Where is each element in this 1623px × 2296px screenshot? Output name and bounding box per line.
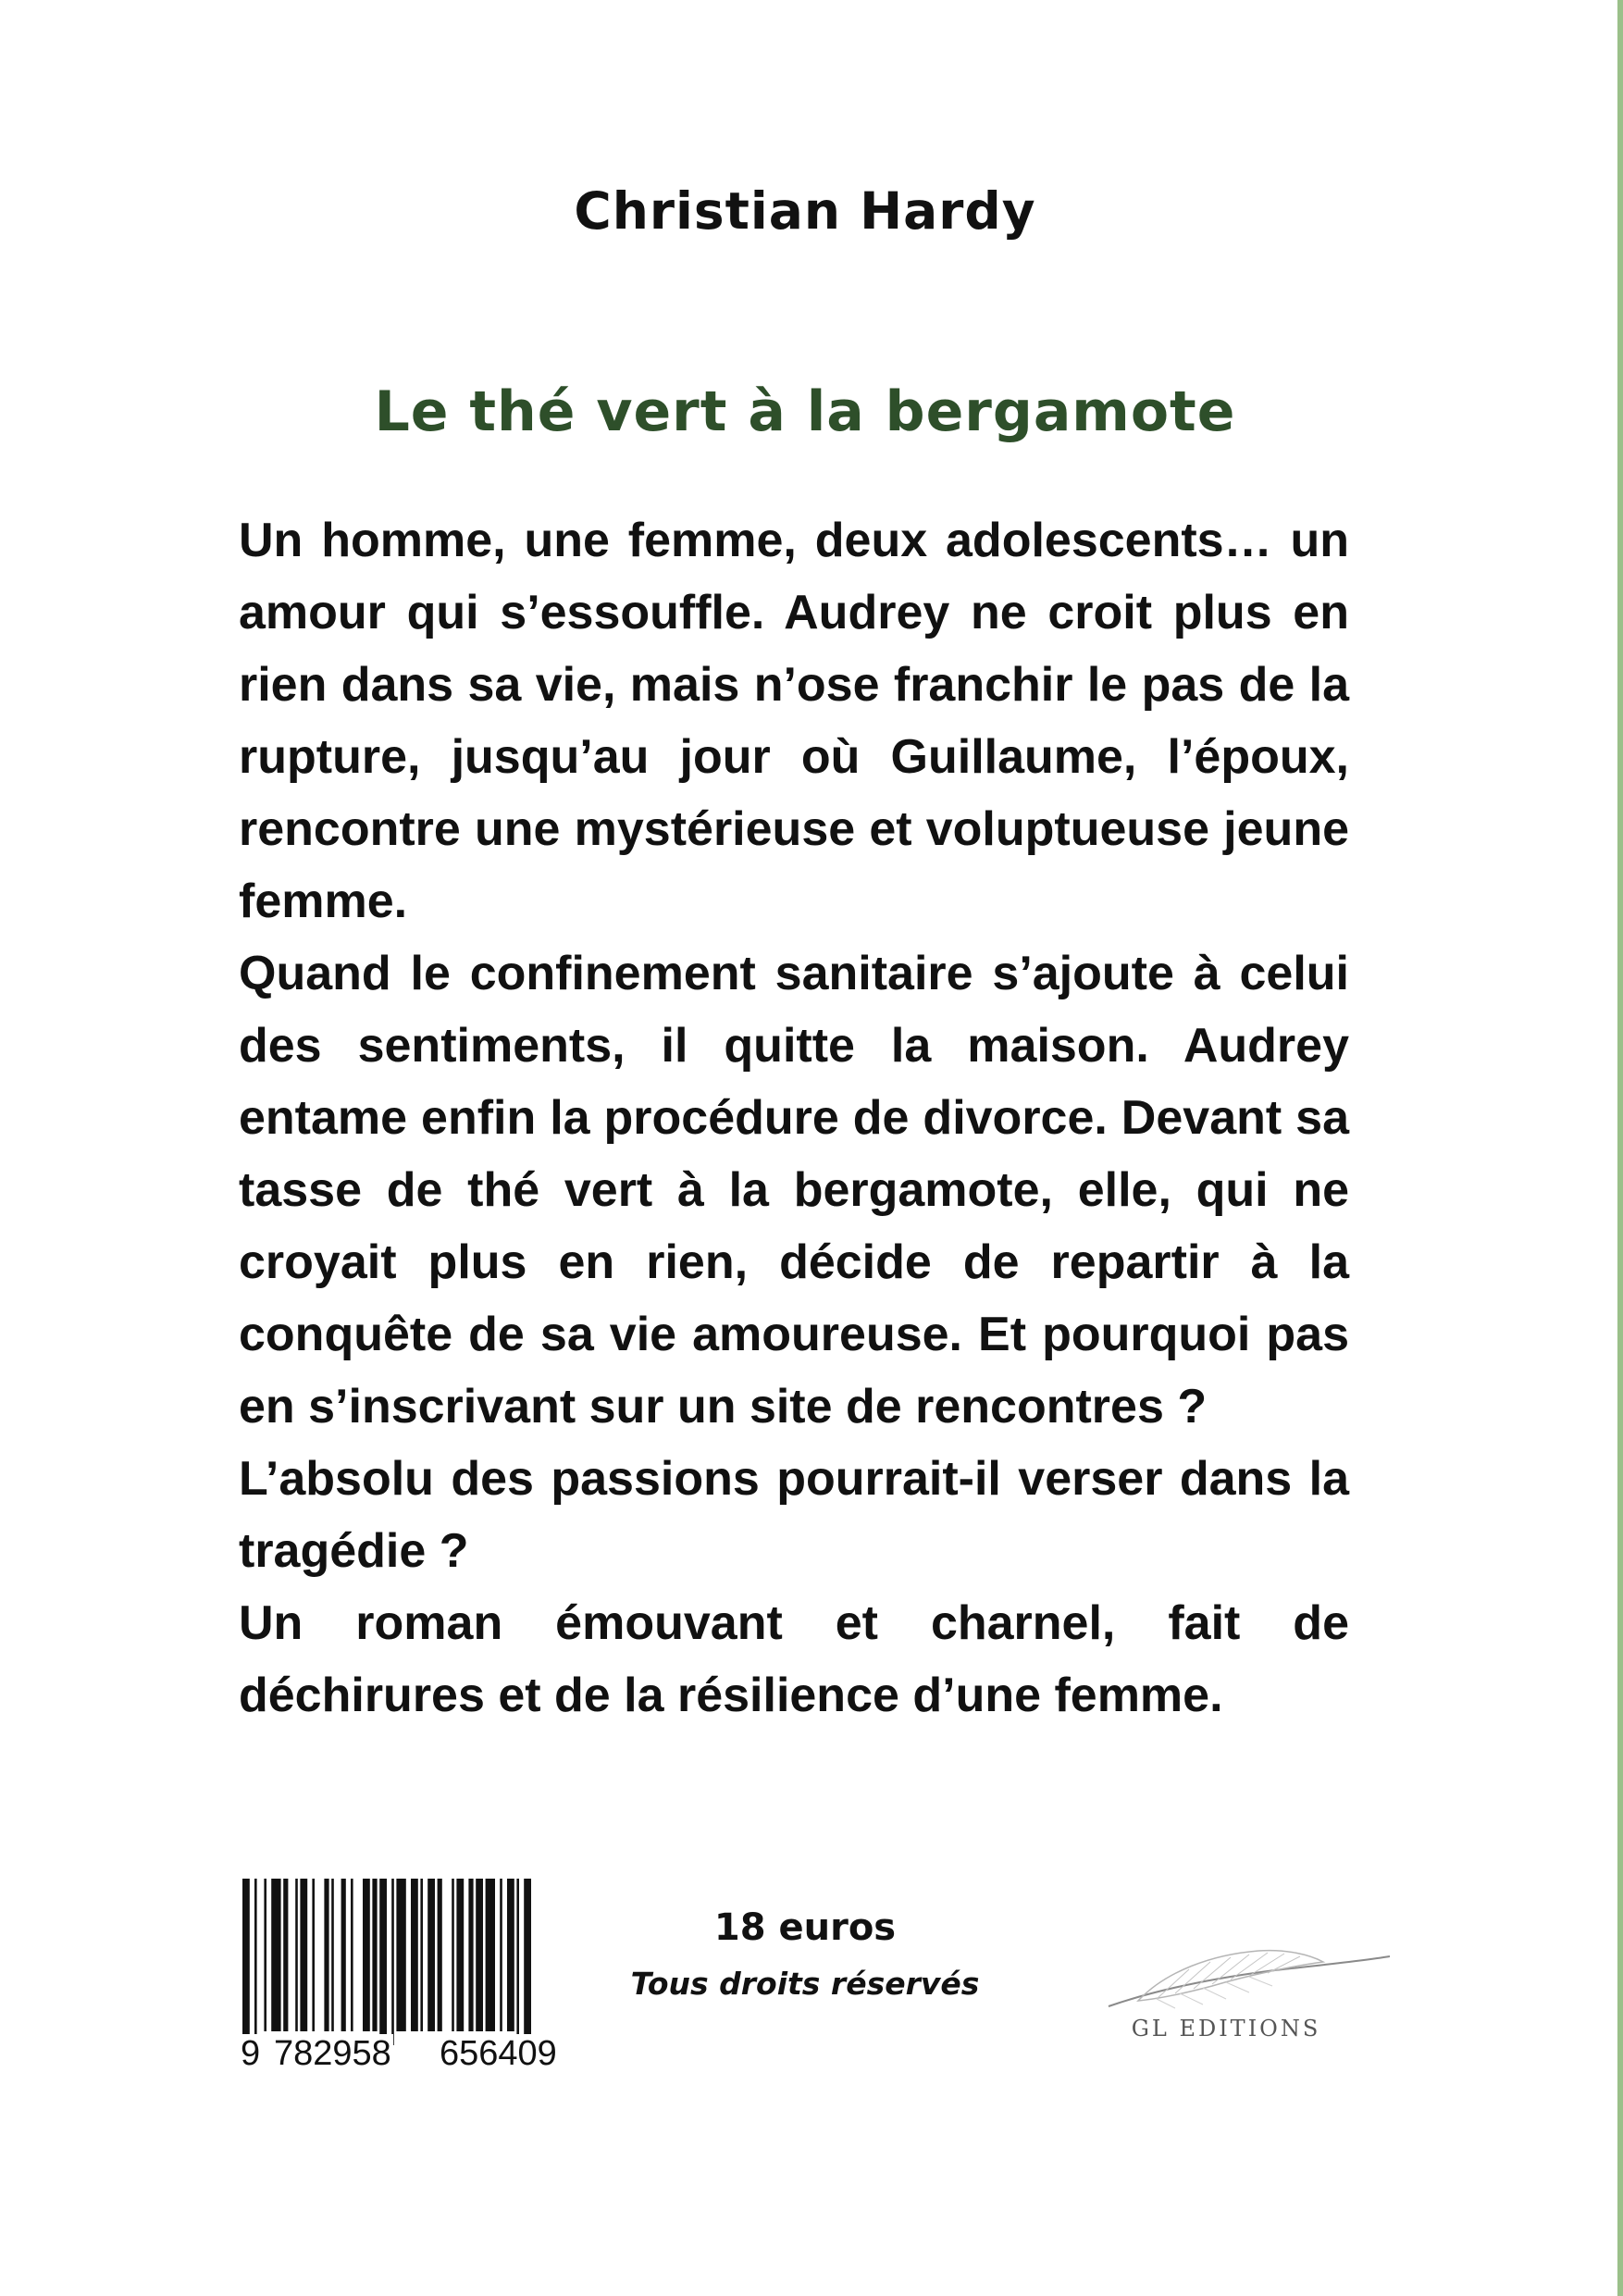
barcode-bar [300, 1879, 307, 2031]
barcode-bar [396, 1879, 405, 2031]
barcode-bar [372, 1879, 377, 2031]
blurb-paragraph-3: L’absolu des passions pourrait-il verser dans la tragédie ? [239, 1452, 1349, 1578]
isbn-first-digit: 9 [241, 2034, 261, 2073]
barcode-bar [438, 1879, 442, 2031]
barcode-bar [391, 1879, 394, 2045]
barcode-bar [456, 1879, 464, 2031]
blurb-paragraph-4: Un roman émouvant et charnel, fait de déchirures et de la résilience d’une femme. [239, 1596, 1349, 1722]
isbn-digits [239, 2034, 590, 2071]
price-block [620, 1906, 990, 2002]
barcode-bar [468, 1879, 473, 2031]
barcode-bar [312, 1879, 315, 2031]
blurb-paragraph-2: Quand le confinement sanitaire s’ajoute à celui des sentiments, il quitte la maison. Audrey entame enfin la procédure de divorce. Devant sa tasse de thé vert à la bergamote, elle, qui ne croyait plus en rien, décide de repartir à la conquête de sa vie amoureuse. Et pourquoi pas en s’inscrivant sur un site de rencontres ? [239, 947, 1349, 1433]
author-name: Christian Hardy [574, 181, 1036, 241]
barcode-bar [341, 1879, 346, 2031]
barcode-bar [264, 1879, 266, 2031]
blurb-paragraph-1: Un homme, une femme, deux adolescents… un amour qui s’essouffle. Audrey ne croit plus en rien dans sa vie, mais n’ose franchir le pas de la rupture, jusqu’au jour où Guillaume, l’époux, rencontre une mystérieuse et voluptueuse jeune femme. [239, 514, 1349, 928]
barcode-bar [516, 1879, 519, 2045]
barcode-bar [331, 1879, 334, 2031]
barcode-bar [295, 1879, 298, 2031]
isbn-left-group: 782958 [274, 2034, 391, 2073]
barcode-bar [242, 1879, 250, 2045]
back-cover-blurb [239, 504, 1349, 1731]
barcode-bar [420, 1879, 423, 2031]
barcode-bar [254, 1879, 257, 2045]
cover-edge-stripe [1617, 0, 1623, 2296]
barcode-bar [507, 1879, 514, 2031]
barcode-bar [427, 1879, 435, 2031]
barcode-bar [379, 1879, 387, 2045]
publisher-name: GL EDITIONS [1131, 2016, 1321, 2042]
barcode-bar [524, 1879, 531, 2045]
barcode-bar [324, 1879, 328, 2031]
barcode-bar [271, 1879, 280, 2031]
rights-notice: Tous droits réservés [630, 1966, 980, 2002]
barcode-bar [486, 1879, 495, 2031]
barcode-bar [411, 1879, 418, 2031]
barcode-bar [363, 1879, 370, 2031]
barcode-bar [351, 1879, 353, 2031]
barcode-bar [500, 1879, 502, 2031]
barcode-bar [452, 1879, 454, 2031]
barcode-bar [283, 1879, 288, 2031]
price-label: 18 euros [713, 1906, 897, 1949]
barcode-bar [476, 1879, 483, 2031]
book-title: Le thé vert à la bergamote [374, 379, 1236, 444]
isbn-right-group: 656409 [440, 2034, 557, 2073]
